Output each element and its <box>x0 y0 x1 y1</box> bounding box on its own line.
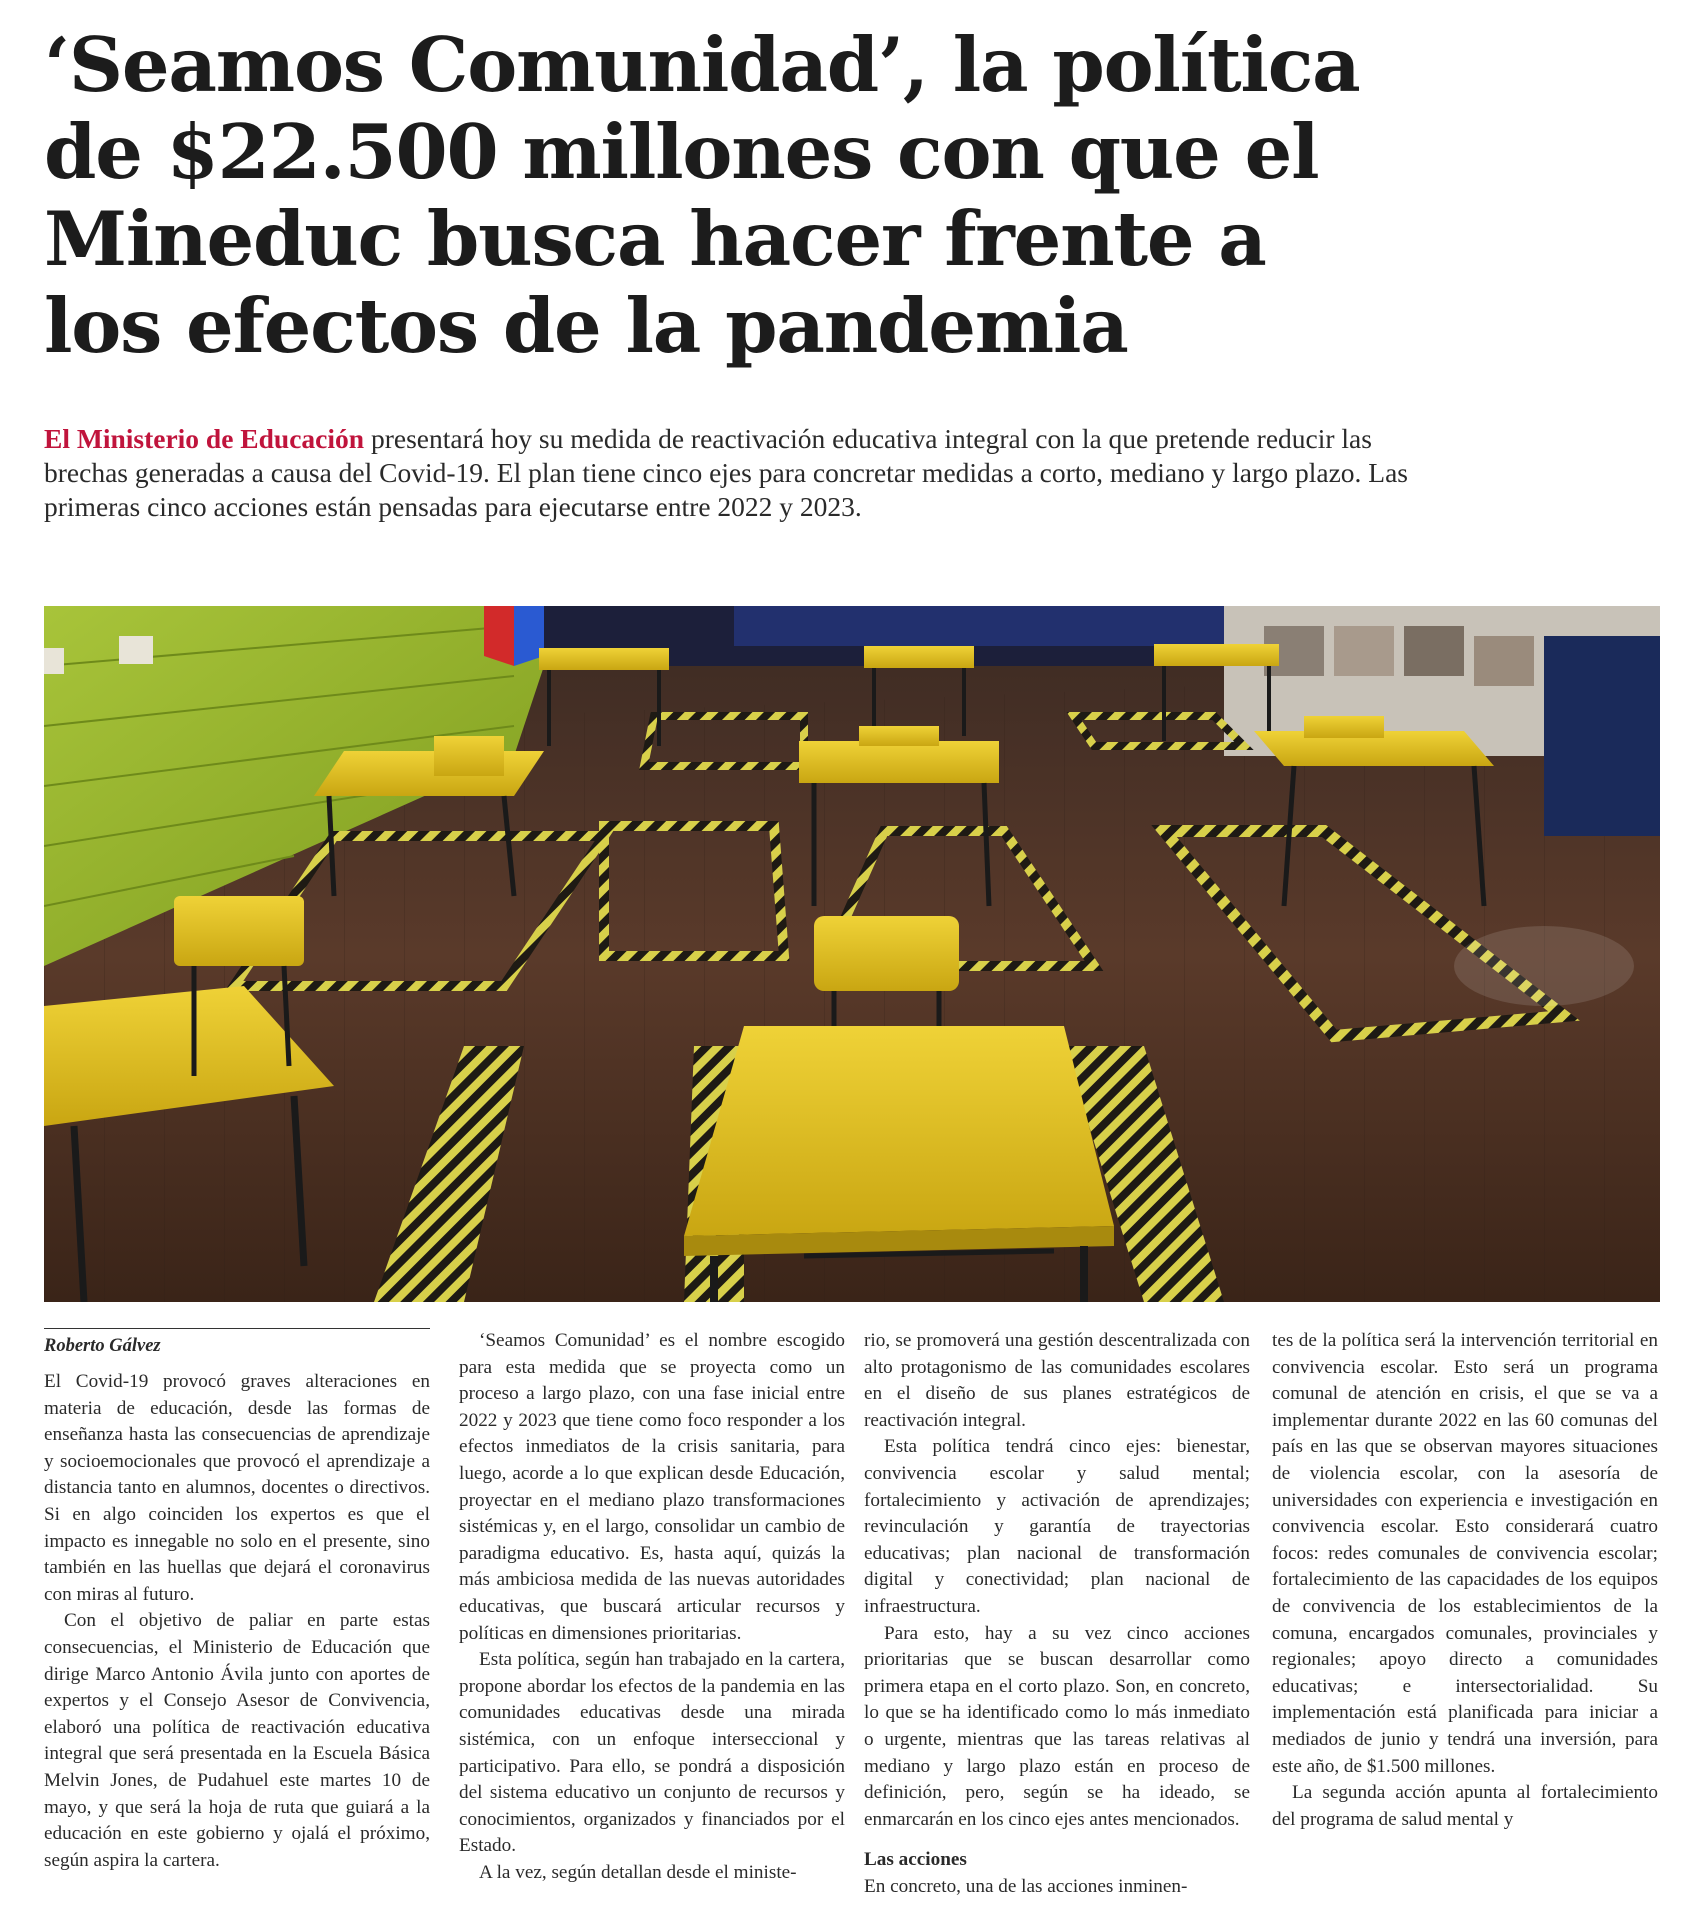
lede <box>44 422 1444 524</box>
lede-lead: El Ministerio de Educación <box>44 423 365 454</box>
classroom-photo <box>44 606 1660 1302</box>
column-4 <box>1272 1328 1658 1833</box>
lede-rest: presentará hoy su medida de reactivación educativa integral con la que pretende reducir las brechas generadas a causa del Covid-19. El plan tiene cinco ejes para concretar medidas a corto, mediano y largo plazo. Las primeras cinco acciones están pensadas para ejecutarse entre 2022 y 2023. <box>44 423 1408 522</box>
paragraph: La segunda acción apunta al fortalecimiento del programa de salud mental y <box>1272 1782 1658 1830</box>
paragraph: El Covid-19 provocó graves alteraciones en materia de educación, desde las formas de enseñanza hasta las consecuencias de aprendizaje y socioemocionales que provocó el aprendizaje a distancia tanto en alumnos, docentes o directivos. Si en algo coinciden los expertos es que el impacto es innegable no solo en el presente, sino también en las huellas que dejará el coronavirus con miras al futuro. <box>44 1371 430 1605</box>
column-2 <box>459 1328 845 1886</box>
paragraph: Esta política, según han trabajado en la cartera, propone abordar los efectos de la pandemia en las comunidades educativas desde una mirada sistémica, con un enfoque interseccional y participativo. Para ello, se pondrá a disposición del sistema educativo un conjunto de recursos y conocimientos, organizados y financiados por el Estado. <box>459 1649 845 1857</box>
newspaper-page <box>44 21 1660 1897</box>
headline: ‘Seamos Comunidad’, la política de $22.500 millones con que el Mineduc busca hacer frente a los efectos de la pandemia <box>44 21 1360 370</box>
paragraph: Con el objetivo de paliar en parte estas consecuencias, el Ministerio de Educación que dirige Marco Antonio Ávila junto con aportes de expertos y el Consejo Asesor de Convivencia, elaboró una política de reactivación educativa integral que será presentada en la Escuela Básica Melvin Jones, de Pudahuel este martes 10 de mayo, y que será la hoja de ruta que guiará a la educación en este gobierno y ojalá el próximo, según aspira la cartera. <box>44 1610 430 1871</box>
paragraph: tes de la política será la intervención territorial en convivencia escolar. Esto será un programa comunal de atención en crisis, el que se va a implementar durante 2022 en las 60 comunas del país en las que se observan mayores situaciones de violencia escolar, con la asesoría de universidades con experiencia e investigación en convivencia escolar. Esto considerará cuatro focos: redes comunales de convivencia escolar; fortalecimiento de las capacidades de los equipos de convivencia de los establecimientos de la comuna, encargados comunales, provinciales y regionales; apoyo directo a comunidades educativas; e intersectorialidad. Su implementación está planificada para iniciar a mediados de junio y tendrá una inversión, para este año, de $1.500 millones. <box>1272 1330 1658 1777</box>
paragraph: En concreto, una de las acciones inminen- <box>864 1875 1188 1897</box>
column-3 <box>864 1328 1250 1900</box>
body-columns <box>44 1328 1660 1928</box>
paragraph: A la vez, según detallan desde el ministe- <box>479 1861 797 1883</box>
section-subhead: Las acciones <box>864 1849 967 1871</box>
paragraph: Para esto, hay a su vez cinco acciones prioritarias que se buscan desarrollar como primera etapa en el corto plazo. Son, en concreto, lo que se ha identificado como lo más inmediato o urgente, mientras que las tareas relativas al mediano y largo plazo están en proceso de definición, pero, según se ha ideado, se enmarcarán en los cinco ejes antes mencionados. <box>864 1622 1250 1830</box>
paragraph: rio, se promoverá una gestión descentralizada con alto protagonismo de las comunidades escolares en el diseño de sus planes estratégicos de reactivación integral. <box>864 1330 1250 1431</box>
paragraph: ‘Seamos Comunidad’ es el nombre escogido para esta medida que se proyecta como un proceso a largo plazo, con una fase inicial entre 2022 y 2023 que tiene como foco responder a los efectos inmediatos de la crisis sanitaria, para luego, acorde a lo que explican desde Educación, proyectar en el mediano plazo transformaciones sistémicas y, en el largo, consolidar un cambio de paradigma educativo. Es, hasta aquí, quizás la más ambiciosa medida de las nuevas autoridades educativas, que buscará articular recursos y políticas en dimensiones prioritarias. <box>459 1330 845 1644</box>
paragraph: Esta política tendrá cinco ejes: bienestar, convivencia escolar y salud mental; fortalecimiento y activación de aprendizajes; revinculación y garantía de trayectorias educativas; plan nacional de transformación digital y conectividad; plan nacional de infraestructura. <box>864 1436 1250 1617</box>
column-1 <box>44 1328 430 1874</box>
byline: Roberto Gálvez <box>44 1328 430 1359</box>
